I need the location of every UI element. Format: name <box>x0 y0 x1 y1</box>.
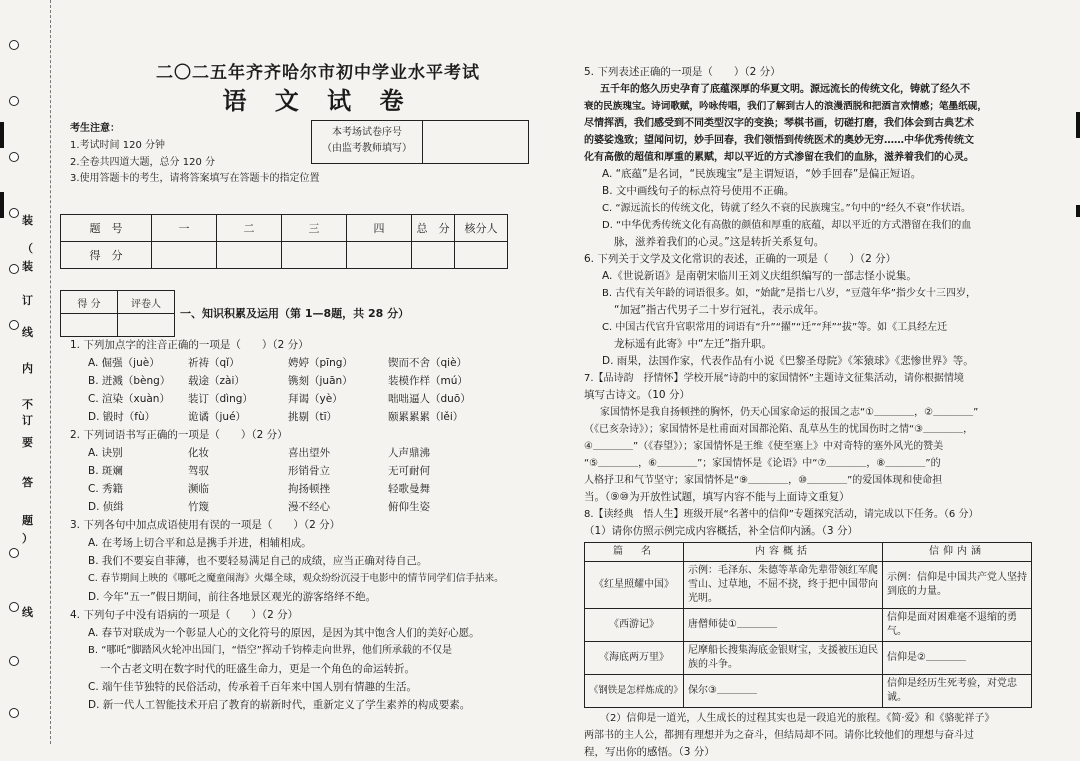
score-header-cell: 二 <box>217 215 282 242</box>
passage-line: 尽情挥洒，我们感受到不同类型汉字的变换；琴棋书画，切磋打磨，我们体会到古典艺术 <box>584 118 974 129</box>
binding-char: 线 <box>22 606 33 619</box>
option: 驾驭 <box>188 465 209 477</box>
option: 喜出望外 <box>288 447 330 459</box>
question-1 <box>70 336 540 714</box>
grader-header: 评卷人 <box>118 291 175 314</box>
option-row <box>70 390 540 408</box>
option: C. 春节期间上映的《哪吒之魔童闹海》火爆全球，观众纷纷沉浸于电影中的情节同学们信手拈来。 <box>88 573 504 584</box>
fill-line: 家国情怀是我自扬顿挫的胸怀，仍天心国家命运的报国之志“①＿＿＿＿，②＿＿＿＿” <box>600 407 979 418</box>
option: 竹篾 <box>188 501 209 513</box>
table-cell: 《红星照耀中国》 <box>585 562 684 609</box>
option-row <box>70 408 540 426</box>
option: 轻歌曼舞 <box>388 483 430 495</box>
question-stem: 6. 下列关于文学及文化常识的表述，正确的一项是（ ）（2 分） <box>584 253 897 265</box>
option: A.《世说新语》是南朝宋临川王刘义庆组织编写的一部志怪小说集。 <box>602 270 917 282</box>
notice-heading: 考生注意： <box>70 123 120 134</box>
option: 拜谒（yè） <box>288 393 343 405</box>
score-header-cell: 一 <box>152 215 217 242</box>
binding-char: 内 <box>22 362 33 375</box>
table-row <box>585 609 1032 642</box>
question-7 <box>584 370 1044 506</box>
exam-title: 二〇二五年齐齐哈尔市初中学业水平考试 <box>156 63 480 83</box>
seq-label-line: （由监考教师填写） <box>322 143 412 154</box>
fill-line: 人格抒卫和气节坚守；家国情怀是“⑨＿＿＿＿，⑩＿＿＿＿”的爱国体现和使命担 <box>584 475 943 486</box>
punch-hole <box>9 152 19 162</box>
option: A. 在考场上切合平和总是携手并进，相辅相成。 <box>88 537 312 549</box>
registration-mark <box>0 122 4 148</box>
registration-mark <box>0 192 4 218</box>
binding-char: 装 <box>22 214 33 227</box>
grader-table <box>60 290 175 337</box>
option: C. 渲染（xuàn） <box>88 393 170 405</box>
table-cell: 《海底两万里》 <box>585 642 684 675</box>
question-stem: 8.【读经典 悟人生】班级开展“名著中的信仰”专题探究活动，请完成以下任务。（6 分） <box>584 509 979 520</box>
score-cell[interactable] <box>347 242 412 269</box>
punch-hole <box>9 320 19 330</box>
fill-line: 当。（⑨⑩为开放性试题，填写内容不能与上面诗文重复） <box>584 491 850 503</box>
option-row <box>70 480 540 498</box>
option: A. 春节对联成为一个彰显人心的文化符号的原因，是因为其中饱含人们的美好心愿。 <box>88 627 480 639</box>
score-table <box>60 214 508 269</box>
option: 镌刻（juān） <box>288 375 353 387</box>
option: “加冠”指古代男子二十岁行冠礼，表示成年。 <box>614 304 825 316</box>
option: 漫不经心 <box>288 501 330 513</box>
notice-item: 3.使用答题卡的考生，请将答案填写在答题卡的指定位置 <box>70 173 320 184</box>
question-6 <box>584 251 1044 370</box>
option: 龙标遥有此寄》中“左迁”指升职。 <box>614 338 772 350</box>
table-cell: 尼摩船长搜集海底金银财宝，支援被压迫民族的斗争。 <box>684 642 883 675</box>
candidate-notice <box>70 120 310 171</box>
table-header: 篇 名 <box>585 543 684 562</box>
option: D. 新一代人工智能技术开启了教育的崭新时代，重新定义了学生素养的构成要素。 <box>88 699 471 711</box>
option: B. 迸溅（bèng） <box>88 375 171 387</box>
score-cell[interactable] <box>412 242 455 269</box>
table-cell[interactable]: 唐僧师徒①＿＿＿＿ <box>684 609 883 642</box>
option: 无可耐何 <box>388 465 430 477</box>
binding-char: 题 <box>22 514 33 527</box>
option: D. 锻时（fù） <box>88 411 156 423</box>
option: D. 雨果，法国作家，代表作品有小说《巴黎圣母院》《笨猿球》《悲惨世界》等。 <box>602 355 974 367</box>
option: 拘扬顿挫 <box>288 483 330 495</box>
question-stem: 7.【品诗韵 抒情怀】学校开展“诗韵中的家国情怀”主题诗文征集活动，请你根据情境 <box>584 373 964 384</box>
books-table <box>584 542 1032 708</box>
task-line: 两部书的主人公，都拥有理想并为之奋斗，但结局却不同。请你比较他们的理想与奋斗过 <box>584 730 974 741</box>
score-header-cell: 核分人 <box>455 215 508 242</box>
table-header: 内容概括 <box>684 543 883 562</box>
task-line: 程，写出你的感悟。（3 分） <box>584 746 715 758</box>
notice-item: 1.考试时间 120 分钟 <box>70 140 165 151</box>
option: 诡谲（jué） <box>188 411 247 423</box>
option: 人声鼎沸 <box>388 447 430 459</box>
table-header: 信仰内涵 <box>883 543 1032 562</box>
option: B. 古代有关年龄的词语很多。如，“始龀”是指七八岁，“豆蔻年华”指少女十三四岁， <box>602 288 976 299</box>
binding-char: 线 <box>22 326 33 339</box>
binding-char: 装 <box>22 260 33 273</box>
option: C. “源远流长的传统文化，铸就了经久不衰的民族瑰宝。”句中的“经久不衰”作状语。 <box>602 203 972 214</box>
table-cell: 《西游记》 <box>585 609 684 642</box>
option: D. 侦缉 <box>88 501 124 513</box>
table-cell[interactable]: 信仰是②＿＿＿＿ <box>883 642 1032 675</box>
option: 脉，滋养着我们的心灵。”这是转折关系复句。 <box>614 236 825 248</box>
option: 一个古老文明在数字时代的旺盛生命力，更是一个角色的命运转折。 <box>100 663 415 675</box>
passage-line: 五千年的悠久历史孕育了底蕴深厚的华夏文明。源远流长的传统文化，铸就了经久不 <box>600 84 970 95</box>
table-cell: 信仰是经历生死考验，对党忠诚。 <box>883 675 1032 708</box>
seq-label-line: 本考场试卷序号 <box>332 127 402 138</box>
punch-hole <box>9 656 19 666</box>
question-stem: 5. 下列表述正确的一项是（ ）（2 分） <box>584 66 781 78</box>
seq-input[interactable] <box>423 121 528 163</box>
option: 载途（zài） <box>188 375 245 387</box>
table-cell: 信仰是面对困难毫不退缩的勇气。 <box>883 609 1032 642</box>
option: 濒临 <box>188 483 209 495</box>
task-line: （2）信仰是一道光，人生成长的过程其实也是一段追光的旅程。《简·爱》和《骆驼祥子》 <box>600 713 995 724</box>
fill-line: “⑤＿＿＿＿，⑥＿＿＿＿”；家国情怀是《论语》中“⑦＿＿＿＿，⑧＿＿＿＿”的 <box>584 458 941 469</box>
option: C. 端午佳节独特的民俗活动，传承着千百年来中国人别有情趣的生活。 <box>88 681 418 693</box>
table-cell[interactable]: 保尔③＿＿＿＿ <box>684 675 883 708</box>
option: 化妆 <box>188 447 209 459</box>
fill-line: （《已亥杂诗》）；家国情怀是杜甫面对国都沦陷、乱草丛生的忧国伤时之情“③＿＿＿＿， <box>584 424 974 435</box>
binding-char: （ <box>22 242 33 255</box>
question-stem: 1. 下列加点字的注音正确的一项是（ ）（2 分） <box>70 339 309 351</box>
notice-item: 2.全卷共四道大题，总分 120 分 <box>70 157 215 168</box>
option: D. “中华优秀传统文化有高傲的颜值和厚重的底蕴，却以平近的方式潜留在我们的血 <box>602 220 972 231</box>
paper-title: 语 文 试 卷 <box>222 87 414 115</box>
option: B. 我们不要妄自菲薄，也不要轻易满足自己的成绩，应当正确对待自己。 <box>88 555 428 567</box>
punch-hole <box>9 708 19 718</box>
table-row <box>585 642 1032 675</box>
option: 装订（dìng） <box>188 393 253 405</box>
score-cell[interactable] <box>455 242 508 269</box>
right-page <box>584 64 1044 761</box>
punch-hole <box>9 264 19 274</box>
task-label: （1）请你仿照示例完成内容概括，补全信仰内涵。（3 分） <box>584 525 858 537</box>
score-header-cell: 题 号 <box>61 215 152 242</box>
table-cell: 《钢铁是怎样炼成的》 <box>585 675 684 708</box>
table-row <box>585 675 1032 708</box>
binding-char: 不 <box>22 398 33 411</box>
punch-hole <box>9 40 19 50</box>
grader-header: 得 分 <box>61 291 118 314</box>
option: 挑剔（tī） <box>288 411 338 423</box>
notice-area <box>58 120 538 190</box>
option: 颐累累累（lěi） <box>388 411 464 423</box>
passage-line: 的婆娑逸致；望闻问切，妙手回春，我们领悟到传统医术的奥妙无穷……中华优秀传统文 <box>584 135 974 146</box>
table-row <box>585 562 1032 609</box>
score-cell[interactable] <box>152 242 217 269</box>
left-page <box>58 64 538 190</box>
option: 咄咄逼人（duō） <box>388 393 471 405</box>
registration-mark <box>1076 205 1080 217</box>
option-row <box>70 444 540 462</box>
option: C. 中国古代官升官职常用的词语有“升”“擢”“迁”“拜”“拔”等。如《工具经左迁 <box>602 322 948 333</box>
punch-hole <box>9 602 19 612</box>
binding-char: 订 <box>22 294 33 307</box>
grader-cell[interactable] <box>61 314 118 337</box>
option-row <box>70 354 540 372</box>
option-row <box>70 498 540 516</box>
score-header-cell: 三 <box>282 215 347 242</box>
seq-label <box>312 121 423 163</box>
question-stem: 填写古诗文。（10 分） <box>584 389 690 401</box>
option: 锲而不舍（qiè） <box>388 357 468 369</box>
option: 娉婷（pīng） <box>288 357 353 369</box>
question-stem: 4. 下列句子中没有语病的一项是（ ）（2 分） <box>70 609 299 621</box>
grader-cell[interactable] <box>118 314 175 337</box>
option: 形销骨立 <box>288 465 330 477</box>
score-cell[interactable] <box>282 242 347 269</box>
option-row <box>70 372 540 390</box>
registration-mark <box>1076 112 1080 138</box>
binding-char: 要 <box>22 436 33 449</box>
binding-margin <box>0 0 51 744</box>
score-header-cell: 四 <box>347 215 412 242</box>
passage-line: 衰的民族瑰宝。诗词歌赋，吟咏传唱，我们了解到古人的浪漫洒脱和把酒言欢情感；笔墨纸砚， <box>584 101 987 112</box>
option: B. 斑斓 <box>88 465 123 477</box>
question-stem: 2. 下列词语书写正确的一项是（ ）（2 分） <box>70 429 288 441</box>
question-stem: 3. 下列各句中加点成语使用有误的一项是（ ）（2 分） <box>70 519 341 531</box>
punch-hole <box>9 96 19 106</box>
option: A. 倔强（juè） <box>88 357 160 369</box>
score-row-label: 得 分 <box>61 242 152 269</box>
option: A. “底蕴”是名词，“民族瑰宝”是主谓短语，“妙手回春”是偏正短语。 <box>602 168 922 180</box>
option: D. 今年“五一”假日期间，前往各地景区观光的游客络绎不绝。 <box>88 591 377 603</box>
score-cell[interactable] <box>217 242 282 269</box>
option: 装模作样（mú） <box>388 375 468 387</box>
punch-hole <box>9 208 19 218</box>
binding-char: ） <box>22 532 33 545</box>
table-cell: 示例：信仰是中国共产党人坚持到底的力量。 <box>883 562 1032 609</box>
option-row <box>70 462 540 480</box>
section-heading: 一、知识积累及运用（第 1—8题，共 28 分） <box>180 307 410 320</box>
score-header-cell: 总 分 <box>412 215 455 242</box>
option: B. 文中画线句子的标点符号使用不正确。 <box>602 185 795 197</box>
punch-hole <box>9 548 19 558</box>
option: A. 诀别 <box>88 447 123 459</box>
question-8 <box>584 506 1044 761</box>
binding-char: 订 <box>22 414 33 427</box>
passage-line: 化有高傲的超值和厚重的累赋，却以平近的方式渗留在我们的血脉，滋养着我们的心灵。 <box>584 152 974 163</box>
question-5 <box>584 64 1044 251</box>
seq-number-box <box>311 120 529 164</box>
binding-char: 答 <box>22 476 33 489</box>
option: C. 秀籍 <box>88 483 124 495</box>
fill-line: ④＿＿＿＿”（《春望》）；家国情怀是王维《使至塞上》中对奇特的塞外风光的赞美 <box>584 441 944 452</box>
option: B. “哪吒”脚踏风火轮冲出国门，“悟空”挥动千钧棒走向世界，他们所承载的不仅是 <box>88 645 452 656</box>
table-cell: 示例：毛泽东、朱德等革命先辈带领红军爬雪山、过草地，不屈不挠，终于把中国带向光明。 <box>684 562 883 609</box>
option: 俯仰生姿 <box>388 501 430 513</box>
option: 祈祷（qǐ） <box>188 357 240 369</box>
